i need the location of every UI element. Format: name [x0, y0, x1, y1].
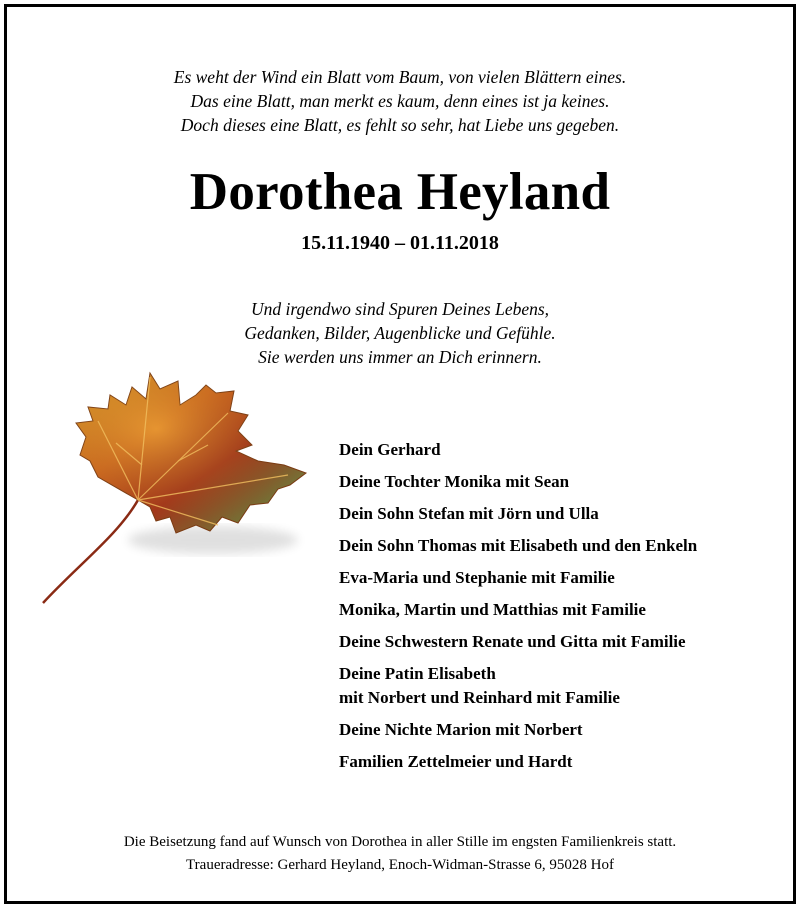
maple-leaf-icon	[38, 365, 318, 610]
verse-line: Gedanken, Bilder, Augenblicke und Gefühle.	[244, 323, 556, 343]
list-item	[339, 662, 779, 710]
memorial-verse	[0, 297, 800, 369]
list-item: Eva-Maria und Stephanie mit Familie	[339, 568, 615, 587]
list-item: Deine Schwestern Renate und Gitta mit Familie	[339, 632, 686, 651]
list-item: Dein Gerhard	[339, 440, 441, 459]
poem-line: Das eine Blatt, man merkt es kaum, denn eines ist ja keines.	[190, 91, 610, 111]
list-item: Familien Zettelmeier und Hardt	[339, 752, 573, 771]
list-item: Dein Sohn Thomas mit Elisabeth und den Enkeln	[339, 536, 698, 555]
list-item: Dein Sohn Stefan mit Jörn und Ulla	[339, 504, 599, 523]
poem-line: Doch dieses eine Blatt, es fehlt so sehr, hat Liebe uns gegeben.	[180, 115, 620, 135]
poem-line: Es weht der Wind ein Blatt vom Baum, von vielen Blättern eines.	[173, 67, 627, 87]
life-dates: 15.11.1940 – 01.11.2018	[301, 232, 499, 254]
mourners-list	[339, 438, 779, 782]
burial-notice: Die Beisetzung fand auf Wunsch von Dorothea in aller Stille im engsten Familienkreis statt.	[123, 834, 677, 850]
deceased-name: Dorothea Heyland	[189, 163, 611, 221]
footer	[0, 831, 800, 877]
verse-line: Sie werden uns immer an Dich erinnern.	[258, 347, 542, 367]
verse-line: Und irgendwo sind Spuren Deines Lebens,	[250, 299, 550, 319]
mourning-address: Traueradresse: Gerhard Heyland, Enoch-Widman-Strasse 6, 95028 Hof	[186, 857, 614, 873]
list-item: Deine Tochter Monika mit Sean	[339, 472, 570, 491]
opening-poem	[0, 65, 800, 137]
list-item-line: mit Norbert und Reinhard mit Familie	[339, 688, 620, 707]
list-item: Deine Nichte Marion mit Norbert	[339, 720, 583, 739]
list-item: Monika, Martin und Matthias mit Familie	[339, 600, 646, 619]
list-item-line: Deine Patin Elisabeth	[339, 664, 496, 683]
